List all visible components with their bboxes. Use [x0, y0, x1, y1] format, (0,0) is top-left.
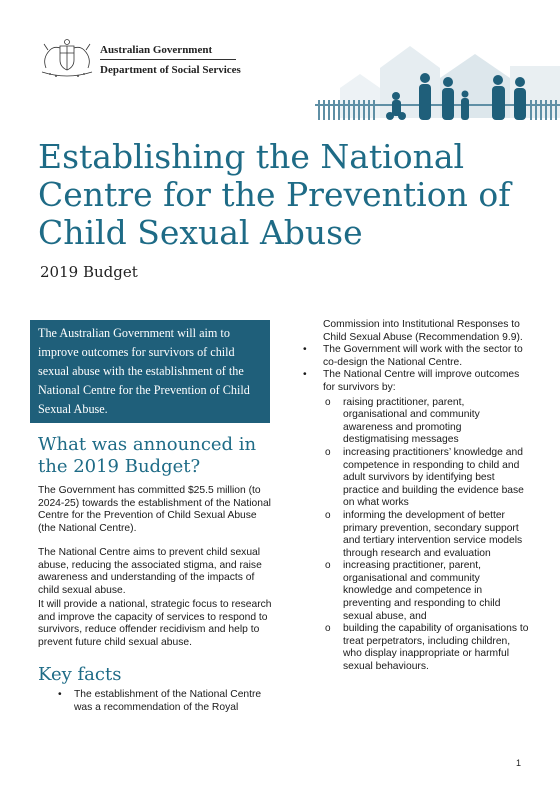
coat-of-arms-logo [38, 38, 96, 80]
circle-bullet-icon: o [325, 560, 331, 572]
key-fact-continuation: Commission into Institutional Responses to Child Sexual Abuse (Recommendation 9.9). [323, 319, 523, 343]
announced-heading [38, 434, 278, 478]
summary-text: The Australian Government will aim to improve outcomes for survivors of child sexual abuse with the establishment of the National Centre for the Prevention of Child Sexual Abuse. [38, 326, 250, 416]
bullet-icon: • [58, 689, 62, 700]
circle-bullet-icon: o [325, 396, 331, 408]
sub-item-text: raising practitioner, parent, organisational and community awareness and promoting destigmatising messages [343, 396, 480, 446]
circle-bullet-icon: o [325, 623, 331, 635]
sub-list-item [289, 447, 529, 510]
family-silhouette-banner [300, 38, 560, 122]
announced-paragraph-1: The Government has committed $25.5 million (to 2024-25) towards the establishment of the National Centre for the Prevention of Child Sexual Abuse (the National Centre). [38, 485, 271, 534]
announced-heading-line2: the 2019 Budget? [38, 456, 201, 477]
announced-heading-line1: What was announced in [38, 434, 257, 455]
sub-item-text: building the capability of organisations to treat perpetrators, including children, who display inappropriate or harmful sexual behaviours. [343, 623, 529, 673]
key-fact-text: The National Centre will improve outcomes for survivors by: [323, 369, 520, 393]
key-facts-list-continued [289, 344, 529, 394]
page-subtitle: 2019 Budget [40, 263, 138, 281]
summary-callout [30, 320, 270, 423]
sub-list-item [289, 510, 529, 560]
sub-item-text: informing the development of better primary prevention, secondary support and tertiary intervention service models through research and evaluation [343, 509, 523, 559]
bullet-icon: • [303, 369, 307, 381]
announced-paragraph-2: The National Centre aims to prevent child sexual abuse, reducing the associated stigma, and raise awareness and understanding of the impacts of child sexual abuse. [38, 547, 262, 596]
key-fact-text: The Government will work with the sector to co-design the National Centre. [323, 344, 523, 368]
sub-item-text: increasing practitioners’ knowledge and competence in responding to child and adult survivors by identifying best practice and building the evidence base on what works [343, 446, 524, 509]
key-fact-text: The establishment of the National Centre was a recommendation of the Royal [74, 689, 262, 713]
government-name: Australian Government [100, 44, 213, 56]
sub-list-item [289, 623, 529, 673]
key-fact-item [289, 369, 529, 394]
outcomes-sub-list [289, 397, 529, 674]
key-fact-item [289, 344, 529, 369]
key-fact-item [38, 689, 278, 714]
header-divider [100, 59, 236, 60]
key-facts-heading: Key facts [38, 664, 122, 685]
page-number: 1 [516, 758, 522, 768]
bullet-icon: • [303, 344, 307, 356]
right-column [289, 319, 529, 674]
announced-paragraph-3: It will provide a national, strategic focus to research and improve the capacity of services to respond to survivors, reduce offender recidivism and help to prevent future child sexual abuse. [38, 599, 272, 648]
sub-item-text: increasing practitioner, parent, organisational and community knowledge and competence in preventing and responding to child sexual abuse, and [343, 560, 501, 622]
key-facts-list [38, 689, 278, 714]
sub-list-item [289, 560, 529, 623]
department-name: Department of Social Services [100, 64, 241, 76]
circle-bullet-icon: o [325, 446, 331, 458]
sub-list-item [289, 397, 529, 447]
page-title: Establishing the National Centre for the Prevention of Child Sexual Abuse [38, 137, 511, 252]
circle-bullet-icon: o [325, 509, 331, 521]
